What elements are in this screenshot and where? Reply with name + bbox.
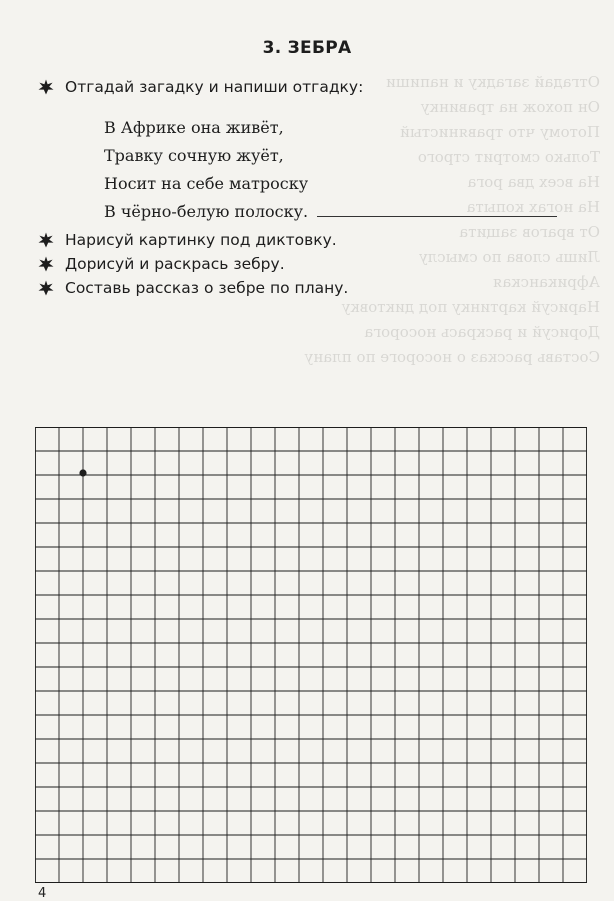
star-bullet-icon [38, 256, 54, 272]
task-label: Нарисуй картинку под диктовку. [65, 231, 337, 249]
task-label: Дорисуй и раскрась зебру. [65, 255, 285, 273]
riddle-line: Травку сочную жуёт, [104, 146, 284, 165]
drawing-grid[interactable] [35, 427, 587, 883]
task-riddle [38, 78, 363, 96]
riddle-line: В Африке она живёт, [104, 118, 284, 137]
riddle-poem [104, 114, 557, 226]
grid-canvas[interactable] [35, 427, 587, 883]
start-dot [79, 469, 86, 476]
riddle-line: Носит на себе матроску [104, 174, 309, 193]
answer-field[interactable] [317, 202, 557, 217]
star-bullet-icon [38, 79, 54, 95]
section-title: 3. ЗЕБРА [262, 38, 352, 58]
task-draw [38, 231, 337, 249]
page-number: 4 [38, 886, 47, 901]
task-color [38, 255, 285, 273]
star-bullet-icon [38, 280, 54, 296]
riddle-line: В чёрно-белую полоску. [104, 202, 309, 221]
star-bullet-icon [38, 232, 54, 248]
bleed-through-text: Отгадай загадку и напиши Он похож на травинку Потому что травянистый Только смотрит строго На всех два рога На ногах копыта От врагов защита Лишь слова по смыслу Африканская Нарисуй картинку под диктовку Дорисуй и раскрась носорога Составь рассказ о носороге по плану [304, 73, 600, 366]
task-label: Составь рассказ о зебре по плану. [65, 279, 349, 297]
task-label: Отгадай загадку и напиши отгадку: [65, 78, 364, 96]
task-story [38, 279, 348, 297]
